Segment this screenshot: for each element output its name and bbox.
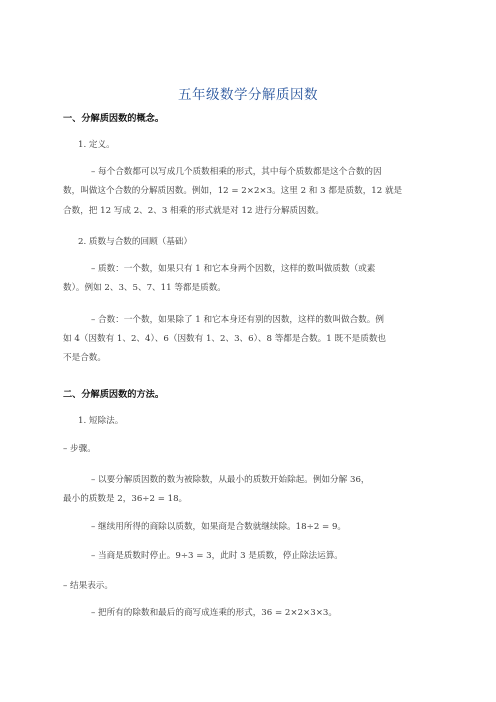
steps-label: – 步骤。: [63, 444, 96, 454]
paragraph-line: – 质数：一个数，如果只有 1 和它本身两个因数，这样的数叫做质数（或素: [91, 264, 376, 274]
item-definition: 1. 定义。: [78, 140, 115, 150]
result-label: – 结果表示。: [63, 581, 113, 591]
paragraph-line: – 当商是质数时停止。9÷3 = 3，此时 3 是质数，停止除法运算。: [91, 551, 343, 561]
paragraph-line: – 以要分解质因数的数为被除数，从最小的质数开始除起。例如分解 36，: [91, 475, 370, 485]
page-title: 五年级数学分解质因数: [178, 87, 318, 103]
paragraph-line: 合数，把 12 写成 2、2、3 相乘的形式就是对 12 进行分解质因数。: [63, 206, 324, 216]
paragraph-line: 数）。例如 2、3、5、7、11 等都是质数。: [63, 283, 226, 293]
section-heading-concept: 一、分解质因数的概念。: [63, 113, 165, 124]
item-review: 2. 质数与合数的回顾（基础）: [78, 237, 193, 247]
paragraph-line: 如 4（因数有 1、2、4）、6（因数有 1、2、3、6）、8 等都是合数。1 既不是质数也: [63, 334, 387, 344]
paragraph-line: 最小的质数是 2，36÷2 = 18。: [63, 494, 188, 504]
item-short-division: 1. 短除法。: [78, 416, 124, 426]
paragraph-line: 数，叫做这个合数的分解质因数。例如，12 = 2×2×3。这里 2 和 3 都是质数，12 就是: [63, 186, 403, 196]
paragraph-line: – 继续用所得的商除以质数，如果商是合数就继续除。18÷2 = 9。: [91, 522, 347, 532]
paragraph-line: – 每个合数都可以写成几个质数相乘的形式，其中每个质数都是这个合数的因: [91, 167, 382, 177]
section-heading-method: 二、分解质因数的方法。: [63, 389, 165, 400]
paragraph-line: – 把所有的除数和最后的商写成连乘的形式，36 = 2×2×3×3。: [91, 608, 337, 618]
paragraph-line: 不是合数。: [63, 353, 106, 363]
paragraph-line: – 合数：一个数，如果除了 1 和它本身还有别的因数，这样的数叫做合数。例: [91, 315, 384, 325]
